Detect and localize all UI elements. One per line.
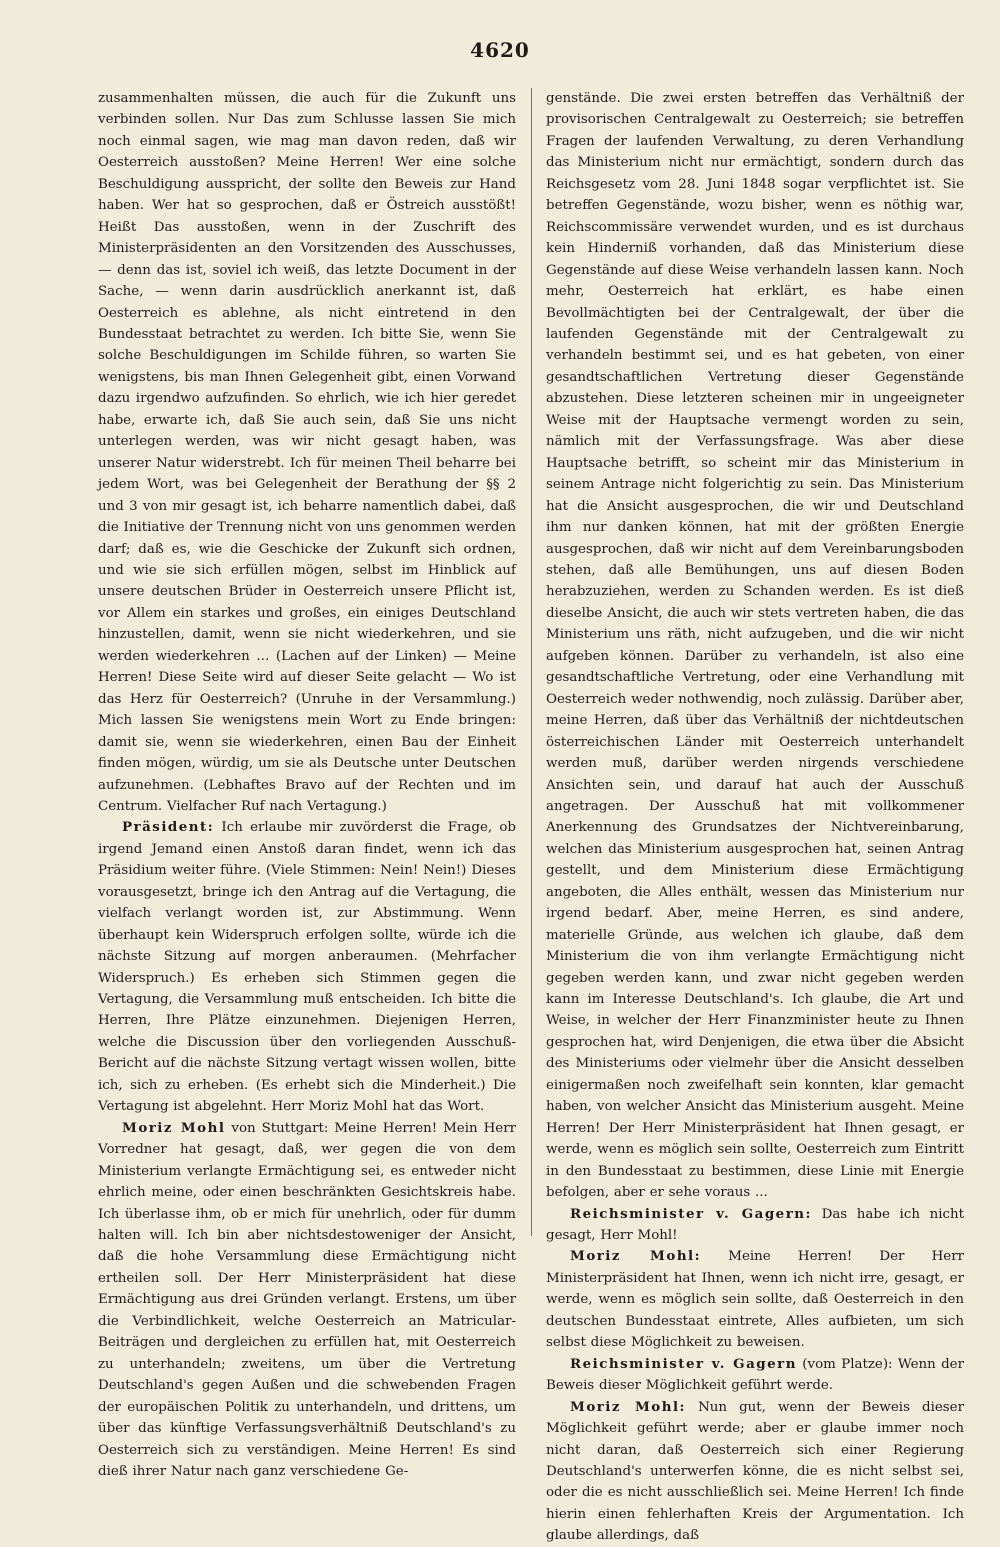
paragraph xyxy=(546,1397,964,1547)
paragraph xyxy=(546,88,964,1204)
paragraph xyxy=(546,1354,964,1397)
speaker-name: Moriz Mohl xyxy=(122,1119,226,1136)
speaker-name: Reichsminister v. Gagern xyxy=(570,1355,797,1372)
paragraph-text: Nun gut, wenn der Beweis dieser Möglichkeit geführt werde; aber er glaube immer noch nicht daran, daß Oesterreich sich einer Regierung Deutschland's unterwerfen könne, die es nicht selbst sei, oder die es nicht ausschließlich sei. Meine Herren! Ich finde hierin einen fehlerhaften Kreis der Argumentation. Ich glaube allerdings, daß xyxy=(546,1399,964,1544)
speaker-name: Präsident: xyxy=(122,819,215,836)
paragraph-text: Meine Herren! Der Herr Ministerpräsident hat Ihnen, wenn ich nicht irre, gesagt, er werde, wenn es möglich sein sollte, daß Oesterreich in den deutschen Bundesstaat eintrete, Alles aufbieten, um sich selbst diese Möglichkeit zu beweisen. xyxy=(546,1249,965,1351)
page-number: 4620 xyxy=(470,38,530,62)
paragraph xyxy=(98,1118,516,1483)
paragraph-text: (vom Platze): Wenn der Beweis dieser Möglichkeit geführt werde. xyxy=(546,1356,965,1394)
speaker-name: Moriz Mohl: xyxy=(570,1248,702,1265)
speaker-name: Moriz Mohl: xyxy=(570,1398,686,1415)
paragraph xyxy=(98,88,516,817)
paragraph xyxy=(98,817,516,1117)
paragraph-text: genstände. Die zwei ersten betreffen das Verhältniß der provisorischen Centralgewalt zu Oesterreich; sie betreffen Fragen der laufenden Verwaltung, zu deren Verhandlung das Ministerium nicht nur ermächtigt, sondern durch das Reichsgesetz vom 28. Juni 1848 sogar verpflichtet ist. Sie betreffen Gegenstände, wozu bisher, wenn es nöthig war, Reichscommissäre verwendet wurden, und es ist durchaus kein Hinderniß vorhanden, daß das Ministerium diese Gegenstände auf diese Weise verhandeln lassen kann. Noch mehr, Oesterreich hat erklärt, es habe einen Bevollmächtigten bei der Centralgewalt, der über die laufenden Gegenstände mit der Centralgewalt zu verhandeln bestimmt sei, und es hat gebeten, von einer gesandtschaftlichen Vertretung dieser Gegenstände abzustehen. Diese letzteren scheinen mir in ungeeigneter Weise mit der Hauptsache vermengt worden zu sein, nämlich mit der Verfassungsfrage. Was aber diese Hauptsache betrifft, so scheint mir das Ministerium in seinem Antrage nicht folgerichtig zu sein. Das Ministerium hat die Ansicht ausgesprochen, die wir und Deutschland ihm nur danken können, hat mit der größten Energie ausgesprochen, daß wir nicht auf dem Vereinbarungsboden stehen, daß alle Bemühungen, uns auf diesen Boden herabzuziehen, werden zu Schanden werden. Es ist dieß dieselbe Ansicht, die auch wir stets vertreten haben, die das Ministerium uns räth, nicht aufzugeben, und die wir nicht aufgeben können. Darüber zu verhandeln, ist also eine gesandtschaftliche Vertretung, oder eine Verhandlung mit Oesterreich weder nothwendig, noch zulässig. Darüber aber, meine Herren, daß über das Verhältniß der nichtdeutschen österreichischen Länder mit Oesterreich unterhandelt werden muß, darüber werden nirgends verschiedene Ansichten sein, und darauf hat auch der Ausschuß angetragen. Der Ausschuß hat mit vollkommener Anerkennung des Grundsatzes der Nichtvereinbarung, welchen das Ministerium ausgesprochen hat, seinen Antrag gestellt, und dem Ministerium diese Ermächtigung angeboten, die Alles enthält, wessen das Ministerium nur irgend bedarf. Aber, meine Herren, es sind andere, materielle Gründe, aus welchen ich glaube, daß dem Ministerium die von ihm verlangte Ermächtigung nicht gegeben werden kann, und zwar nicht gegeben werden kann im Interesse Deutschland's. Ich glaube, die Art und Weise, in welcher der Herr Finanzminister heute zu Ihnen gesprochen hat, wird Denjenigen, die etwa über die Absicht des Ministeriums oder vielmehr über die Ansicht desselben einigermaßen noch zweifelhaft sein konnten, klar gemacht haben, von welcher Ansicht das Ministerium ausgeht. Meine Herren! Der Herr Ministerpräsident hat Ihnen gesagt, er werde, wenn es möglich sein sollte, Oesterreich zum Eintritt in den Bundesstaat zu bestimmen, diese Linie mit Energie befolgen, aber er sehe voraus ... xyxy=(546,91,964,1201)
left-text-column xyxy=(98,88,516,1479)
paragraph xyxy=(546,1204,964,1247)
paragraph-text: Das habe ich nicht gesagt, Herr Mohl! xyxy=(546,1206,964,1244)
paragraph xyxy=(546,1246,964,1353)
paragraph-text: Ich erlaube mir zuvörderst die Frage, ob irgend Jemand einen Anstoß daran findet, wenn ich das Präsidium weiter führe. (Viele Stimmen: Nein! Nein!) Dieses vorausgesetzt, bringe ich den Antrag auf die Vertagung, die vielfach verlangt worden ist, zur Abstimmung. Wenn überhaupt kein Widerspruch erfolgen sollte, würde ich die nächste Sitzung auf morgen anberaumen. (Mehrfacher Widerspruch.) Es erheben sich Stimmen gegen die Vertagung, die Versammlung muß entscheiden. Ich bitte die Herren, Ihre Plätze einzunehmen. Diejenigen Herren, welche die Discussion über den vorliegenden Ausschuß-Bericht auf die nächste Sitzung vertagt wissen wollen, bitte ich, sich zu erheben. (Es erhebt sich die Minderheit.) Die Vertagung ist abgelehnt. Herr Moriz Mohl hat das Wort. xyxy=(98,820,516,1115)
right-text-column xyxy=(546,88,965,1544)
speaker-name: Reichsminister v. Gagern: xyxy=(570,1205,812,1222)
paragraph-text: zusammenhalten müssen, die auch für die Zukunft uns verbinden sollen. Nur Das zum Schlusse lassen Sie mich noch einmal sagen, wie mag man davon reden, daß wir Oesterreich ausstoßen? Meine Herren! Wer eine solche Beschuldigung ausspricht, der sollte den Beweis zur Hand haben. Wer hat so gesprochen, daß er Östreich ausstößt! Heißt Das ausstoßen, wenn in der Zuschrift des Ministerpräsidenten an den Vorsitzenden des Ausschusses, — denn das ist, soviel ich weiß, das letzte Document in der Sache, — wenn darin ausdrücklich anerkannt ist, daß Oesterreich es ablehne, als nicht eintretend in den Bundesstaat betrachtet zu werden. Ich bitte Sie, wenn Sie solche Beschuldigungen im Schilde führen, so warten Sie wenigstens, bis man Ihnen Gelegenheit gibt, einen Vorwand dazu irgendwo aufzufinden. So ehrlich, wie ich hier geredet habe, erwarte ich, daß Sie auch sein, daß Sie uns nicht unterlegen werden, was wir nicht gesagt haben, was unserer Natur widerstrebt. Ich für meinen Theil beharre bei jedem Wort, was bei Gelegenheit der Berathung der §§ 2 und 3 von mir gesagt ist, ich beharre namentlich dabei, daß die Initiative der Trennung nicht von uns genommen werden darf; daß es, wie die Geschicke der Zukunft sich ordnen, und wie sie sich erfüllen mögen, selbst im Hinblick auf unsere deutschen Brüder in Oesterreich unsere Pflicht ist, vor Allem ein starkes und großes, ein einiges Deutschland hinzustellen, damit, wenn sie nicht wiederkehren, und sie werden wiederkehren ... (Lachen auf der Linken) — Meine Herren! Diese Seite wird auf dieser Seite gelacht — Wo ist das Herz für Oesterreich? (Unruhe in der Versammlung.) Mich lassen Sie wenigstens mein Wort zu Ende bringen: damit sie, wenn sie wiederkehren, einen Bau der Einheit finden mögen, würdig, um sie als Deutsche unter Deutschen aufzunehmen. (Lebhaftes Bravo auf der Rechten und im Centrum. Vielfacher Ruf nach Vertagung.) xyxy=(98,91,516,814)
paragraph-text: von Stuttgart: Meine Herren! Mein Herr Vorredner hat gesagt, daß, wer gegen die von dem Ministerium verlangte Ermächtigung sei, es entweder nicht ehrlich meine, oder einen beschränkten Gesichtskreis habe. Ich überlasse ihm, ob er mich für unehrlich, oder für dumm halten will. Ich bin aber nichtsdestoweniger der Ansicht, daß die hohe Versammlung diese Ermächtigung nicht ertheilen soll. Der Herr Ministerpräsident hat diese Ermächtigung aus drei Gründen verlangt. Erstens, um über die Verbindlichkeit, welche Oesterreich an Matricular-Beiträgen und dergleichen zu erfüllen hat, mit Oesterreich zu unterhandeln; zweitens, um über die Vertretung Deutschland's gegen Außen und die schwebenden Fragen der europäischen Politik zu unterhandeln, und drittens, um über das künftige Verfassungsverhältniß Deutschland's zu Oesterreich sich zu verständigen. Meine Herren! Es sind dieß ihrer Natur nach ganz verschiedene Ge- xyxy=(98,1120,516,1479)
column-divider xyxy=(531,88,532,1236)
